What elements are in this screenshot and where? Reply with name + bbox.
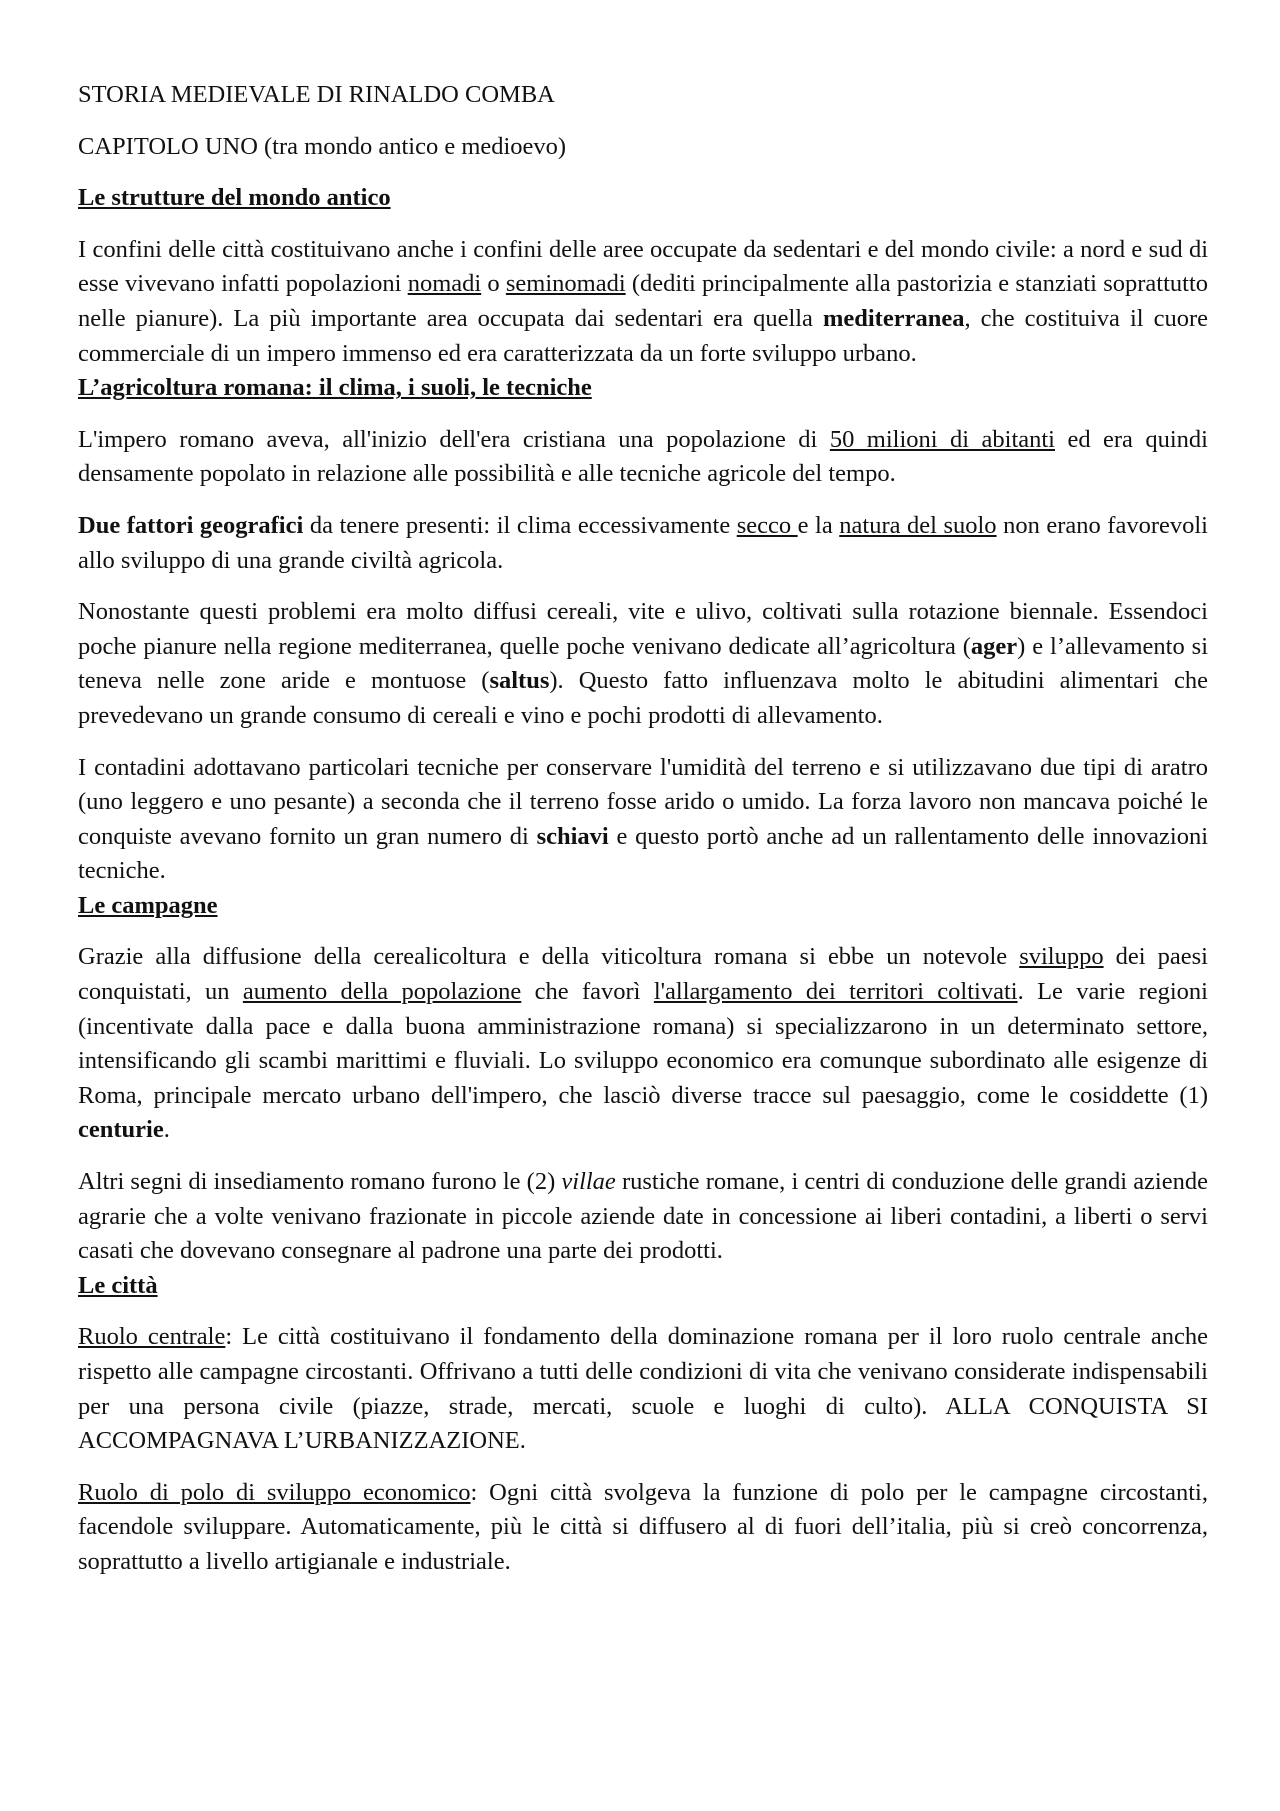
text-run: ) e l’allevamento si teneva nelle zone aride e montuose ( <box>78 632 1208 695</box>
underlined-text: nomadi <box>407 270 482 298</box>
paragraph <box>78 1320 1208 1458</box>
section-2 <box>78 889 1208 1269</box>
text-run: : Le città costituivano il fondamento della dominazione romana per il loro ruolo centrale anche rispetto alle campagne circostanti. Offrivano a tutti delle condizioni di vita che venivano considerate indispensabili per una persona civile (piazze, strade, mercati, scuole e luoghi di culto). ALLA CONQUISTA SI ACCOMPAGNAVA L’URBANIZZAZIONE. <box>78 1323 1208 1455</box>
text-run: I confini delle città costituivano anche i confini delle aree occupate da sedentari e del mondo civile: a nord e sud di esse vivevano infatti popolazioni <box>78 235 1208 298</box>
section-1 <box>78 371 1208 889</box>
text-run: o <box>481 270 506 298</box>
paragraph <box>78 751 1208 889</box>
bold-text: mediterranea <box>822 304 965 332</box>
bold-text: saltus <box>489 667 550 695</box>
text-run: I contadini adottavano particolari tecniche per conservare l'umidità del terreno e si utilizzavano due tipi di aratro (uno leggero e uno pesante) a seconda che il terreno fosse arido o umido. La forza lavoro non mancava poiché le conquiste avevano fornito un gran numero di <box>78 753 1208 850</box>
text-run: rustiche romane, i centri di conduzione delle grandi aziende agrarie che a volte venivano frazionate in piccole aziende date in concessione ai liberi contadini, a liberti o servi casati che dovevano consegnare al padrone una parte dei prodotti. <box>78 1168 1208 1265</box>
text-run: che favorì <box>521 978 654 1006</box>
section-heading: Le campagne <box>78 891 218 919</box>
bold-text: Due fattori geografici <box>78 511 304 539</box>
text-run: Nonostante questi problemi era molto diffusi cereali, vite e ulivo, coltivati sulla rotazione biennale. Essendoci poche pianure nella regione mediterranea, quelle poche venivano dedicate all’agricoltura ( <box>78 598 1208 660</box>
paragraph <box>78 1165 1208 1269</box>
text-run: ed era quindi densamente popolato in relazione alle possibilità e alle tecniche agricole del tempo. <box>78 425 1208 488</box>
section-0 <box>78 181 1208 371</box>
section-heading: L’agricoltura romana: il clima, i suoli, le tecniche <box>78 374 592 402</box>
text-run: non erano favorevoli allo sviluppo di una grande civiltà agricola. <box>78 511 1208 574</box>
paragraph <box>78 423 1208 492</box>
text-run: : Ogni città svolgeva la funzione di polo per le campagne circostanti, facendole sviluppare. Automaticamente, più le città si diffusero al di fuori dell’italia, più si creò concorrenza, soprattutto a livello artigianale e industriale. <box>78 1478 1208 1575</box>
text-run: L'impero romano aveva, all'inizio dell'era cristiana una popolazione di <box>78 425 830 453</box>
text-run: e la <box>797 511 840 539</box>
underlined-text: sviluppo <box>1019 943 1104 971</box>
bold-text: ager <box>970 632 1018 660</box>
underlined-text: l'allargamento dei territori coltivati <box>653 978 1018 1006</box>
bold-text: schiavi <box>536 822 609 850</box>
text-run: , che costituiva il cuore commerciale di un impero immenso ed era caratterizzata da un forte sviluppo urbano. <box>78 304 1209 367</box>
paragraph <box>78 940 1208 1148</box>
text-run: Grazie alla diffusione della cerealicoltura e della viticoltura romana si ebbe un notevole <box>78 943 1020 971</box>
text-run: . Le varie regioni (incentivate dalla pace e dalla buona amministrazione romana) si specializzarono in un determinato settore, intensificando gli scambi marittimi e fluviali. Lo sviluppo economico era comunque subordinato alle esigenze di Roma, principale mercato urbano dell'impero, che lasciò diverse tracce sul paesaggio, come le cosiddette (1) <box>78 978 1208 1109</box>
underlined-text: natura del suolo <box>839 511 997 539</box>
section-heading: Le strutture del mondo antico <box>78 184 391 212</box>
bold-text: centurie <box>78 1116 164 1144</box>
document-body <box>78 181 1208 1579</box>
document-title: STORIA MEDIEVALE DI RINALDO COMBA <box>78 81 555 108</box>
text-run: dei paesi conquistati, un <box>78 943 1208 1006</box>
underlined-text: Ruolo di polo di sviluppo economico <box>78 1478 471 1506</box>
text-run: . <box>163 1116 170 1144</box>
text-run: Altri segni di insediamento romano furono le (2) <box>78 1168 562 1196</box>
paragraph <box>78 509 1208 578</box>
text-run: (dediti principalmente alla pastorizia e stanziati soprattutto nelle pianure). La più importante area occupata dai sedentari era quella <box>78 270 1209 332</box>
underlined-text: Ruolo centrale <box>78 1323 226 1351</box>
underlined-text: secco <box>736 511 798 539</box>
underlined-text: aumento della popolazione <box>242 978 522 1006</box>
section-3 <box>78 1269 1208 1580</box>
paragraph <box>78 595 1208 733</box>
paragraph <box>78 233 1208 371</box>
text-run: da tenere presenti: il clima eccessivamente <box>303 511 737 539</box>
text-run: e questo portò anche ad un rallentamento delle innovazioni tecniche. <box>78 822 1208 885</box>
underlined-text: 50 milioni di abitanti <box>829 425 1055 453</box>
underlined-text: seminomadi <box>505 270 626 298</box>
chapter-title: CAPITOLO UNO (tra mondo antico e medioevo) <box>78 132 567 160</box>
text-run: ). Questo fatto influenzava molto le abitudini alimentari che prevedevano un grande consumo di cereali e vino e pochi prodotti di allevamento. <box>78 667 1208 729</box>
italic-text: villae <box>561 1168 616 1196</box>
section-heading: Le città <box>78 1271 158 1299</box>
paragraph <box>78 1476 1208 1580</box>
